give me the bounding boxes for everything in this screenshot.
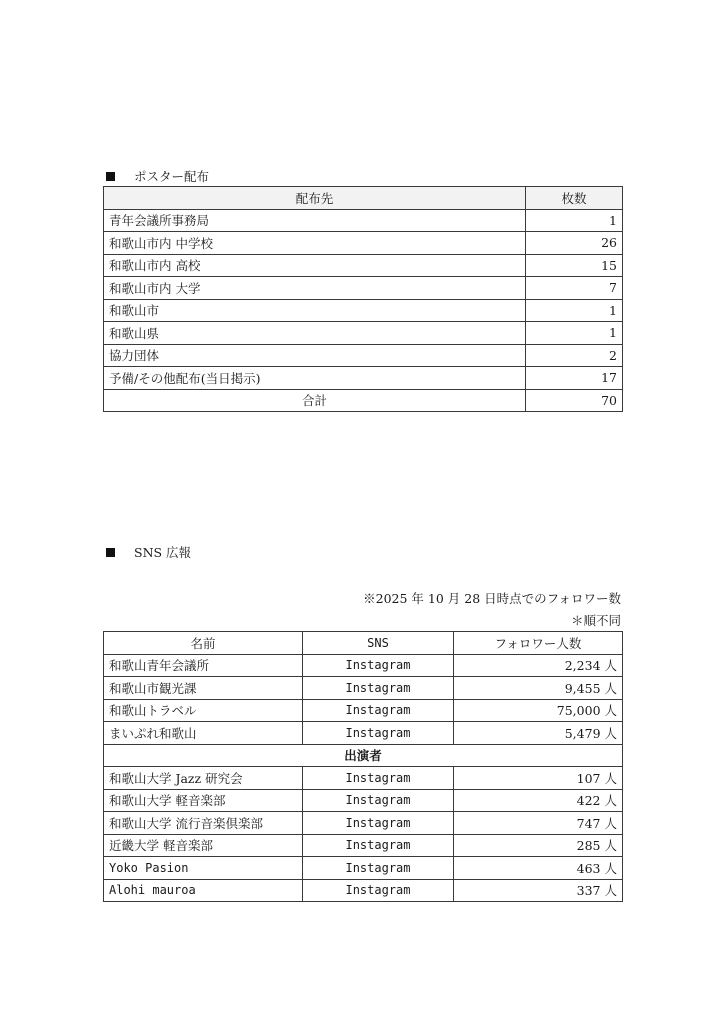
- name-cell: 和歌山市観光課: [104, 677, 303, 700]
- sns-cell: Instagram: [303, 879, 454, 902]
- name-cell: 和歌山大学 軽音楽部: [104, 789, 303, 812]
- table-row: [104, 722, 623, 745]
- table-header-row: [104, 632, 623, 655]
- header-destination: 配布先: [104, 187, 526, 210]
- count-cell: 17: [526, 367, 623, 390]
- square-bullet-icon: [106, 172, 115, 181]
- followers-cell: 5,479 人: [454, 722, 623, 745]
- table-row: [104, 209, 623, 232]
- followers-cell: 285 人: [454, 834, 623, 857]
- followers-cell: 463 人: [454, 857, 623, 880]
- table-row: [104, 344, 623, 367]
- sns-cell: Instagram: [303, 789, 454, 812]
- destination-cell: 和歌山市: [104, 299, 526, 322]
- followers-cell: 337 人: [454, 879, 623, 902]
- name-cell: 和歌山大学 流行音楽倶楽部: [104, 812, 303, 835]
- performers-group-label: 出演者: [104, 744, 623, 767]
- name-cell: まいぷれ和歌山: [104, 722, 303, 745]
- sns-cell: Instagram: [303, 857, 454, 880]
- followers-cell: 2,234 人: [454, 654, 623, 677]
- table-row: [104, 254, 623, 277]
- name-cell: Alohi mauroa: [104, 879, 303, 902]
- followers-cell: 422 人: [454, 789, 623, 812]
- table-row: [104, 367, 623, 390]
- header-name: 名前: [104, 632, 303, 655]
- sns-cell: Instagram: [303, 834, 454, 857]
- table-row: [104, 857, 623, 880]
- table-row: [104, 299, 623, 322]
- sns-cell: Instagram: [303, 677, 454, 700]
- sns-section-title: [106, 543, 191, 561]
- table-row: [104, 322, 623, 345]
- table-row: [104, 699, 623, 722]
- sns-cell: Instagram: [303, 767, 454, 790]
- destination-cell: 予備/その他配布(当日掲示): [104, 367, 526, 390]
- count-cell: 1: [526, 299, 623, 322]
- table-row: [104, 277, 623, 300]
- sns-cell: Instagram: [303, 654, 454, 677]
- count-cell: 2: [526, 344, 623, 367]
- destination-cell: 協力団体: [104, 344, 526, 367]
- group-header-row: [104, 744, 623, 767]
- followers-cell: 107 人: [454, 767, 623, 790]
- square-bullet-icon: [106, 548, 115, 557]
- total-label: 合計: [104, 389, 526, 412]
- follower-date-note: ※2025 年 10 月 28 日時点でのフォロワー数: [363, 591, 621, 606]
- table-row: [104, 789, 623, 812]
- destination-cell: 和歌山市内 中学校: [104, 232, 526, 255]
- order-note: ＊順不同: [570, 613, 621, 628]
- count-cell: 15: [526, 254, 623, 277]
- table-row: [104, 232, 623, 255]
- name-cell: 和歌山青年会議所: [104, 654, 303, 677]
- followers-cell: 9,455 人: [454, 677, 623, 700]
- poster-section-title: [106, 167, 209, 185]
- count-cell: 1: [526, 322, 623, 345]
- total-row: [104, 389, 623, 412]
- sns-cell: Instagram: [303, 722, 454, 745]
- followers-cell: 75,000 人: [454, 699, 623, 722]
- table-row: [104, 767, 623, 790]
- poster-section-title-text: ポスター配布: [134, 169, 210, 184]
- sns-followers-table: [103, 631, 623, 902]
- table-row: [104, 834, 623, 857]
- count-cell: 1: [526, 209, 623, 232]
- table-row: [104, 654, 623, 677]
- name-cell: 和歌山大学 Jazz 研究会: [104, 767, 303, 790]
- name-cell: Yoko Pasion: [104, 857, 303, 880]
- destination-cell: 和歌山県: [104, 322, 526, 345]
- name-cell: 和歌山トラベル: [104, 699, 303, 722]
- header-sns: SNS: [303, 632, 454, 655]
- sns-section-title-text: SNS 広報: [134, 545, 192, 560]
- name-cell: 近畿大学 軽音楽部: [104, 834, 303, 857]
- destination-cell: 和歌山市内 大学: [104, 277, 526, 300]
- poster-distribution-table: [103, 186, 623, 412]
- header-followers: フォロワー人数: [454, 632, 623, 655]
- sns-cell: Instagram: [303, 812, 454, 835]
- destination-cell: 和歌山市内 高校: [104, 254, 526, 277]
- header-count: 枚数: [526, 187, 623, 210]
- table-row: [104, 677, 623, 700]
- table-row: [104, 879, 623, 902]
- table-row: [104, 812, 623, 835]
- destination-cell: 青年会議所事務局: [104, 209, 526, 232]
- count-cell: 26: [526, 232, 623, 255]
- count-cell: 7: [526, 277, 623, 300]
- followers-cell: 747 人: [454, 812, 623, 835]
- table-header-row: [104, 187, 623, 210]
- sns-cell: Instagram: [303, 699, 454, 722]
- total-count: 70: [526, 389, 623, 412]
